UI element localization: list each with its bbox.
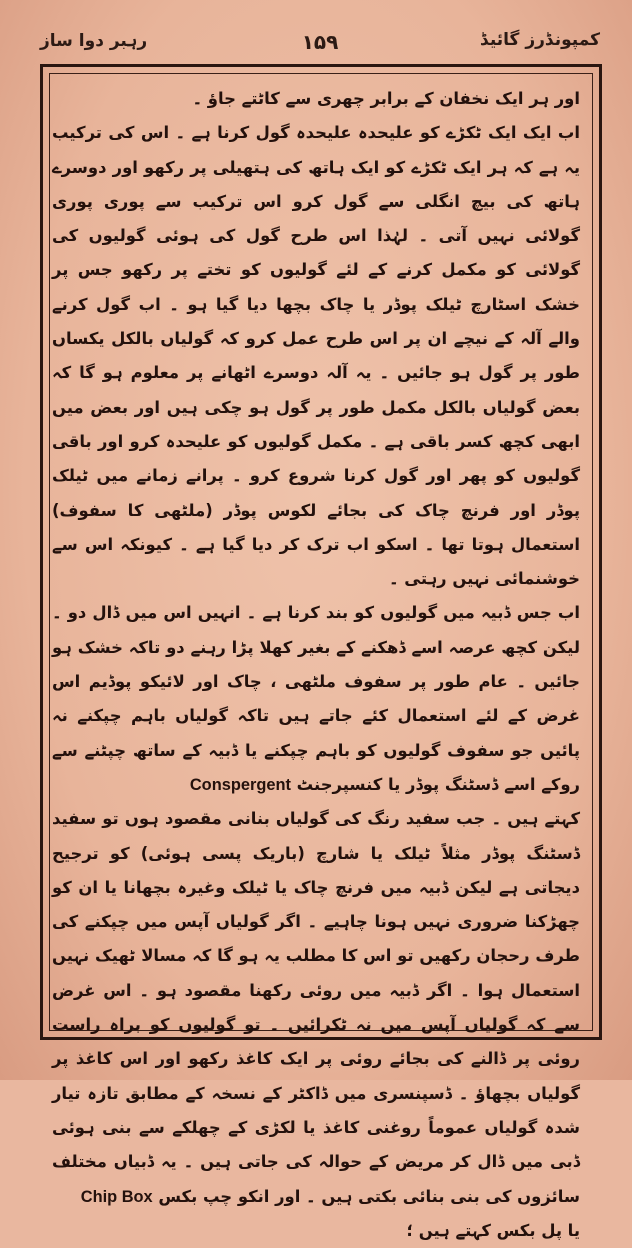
paragraph: یا پل بکس کہتے ہیں ؛ [406, 1220, 580, 1240]
paragraph: اور ہر ایک نخفان کے برابر چھری سے کاٹتے جاؤ ۔ [192, 89, 580, 108]
page-number: ۱۵۹ [301, 30, 339, 54]
paragraph: اب ایک ایک ٹکڑے کو علیحدہ علیحدہ گول کرنا ہے ۔ اس کی ترکیب یہ ہے کہ ہر ایک ٹکڑے کو ایک ہاتھ کی ہتھیلی پر رکھو اور دوسرے ہاتھ کی بیچ انگلی سے گول کرو اس ترکیب سے پوری پوری گولائی نہیں آتی ۔ لہٰذا اس طرح گول کی ہوئی گولیوں کی گولائی کو مکمل کرنے کے لئے گولیوں کو تختے پر رکھو جس پر خشک اسٹارچ ٹیلک پوڈر یا چاک بچھا دیا گیا ہو ۔ اب گول کرنے والے آلہ کے نیچے ان پر اس طرح عمل کرو کہ گولیاں بالکل یکساں طور پر گول ہو جائیں ۔ یہ آلہ دوسرے اٹھانے پر معلوم ہو گا کہ بعض گولیاں بالکل مکمل طور پر گول ہو چکی ہیں اور بعض میں ابھی کچھ کسر باقی ہے ۔ مکمل گولیوں کو علیحدہ کرو اور باقی گولیوں کو پھر اور گول کرنا شروع کرو ۔ پرانے زمانے میں ٹیلک پوڈر اور فرنچ چاک کی بجائے لکوس پوڈر (ملٹھی کا سفوف) استعمال ہوتا تھا ۔ اسکو اب ترک کر دیا گیا ہے ۔ کیونکہ اس سے خوشنمائی نہیں رہتی ۔ [52, 123, 580, 589]
english-term-conspergent: Conspergent [189, 775, 291, 794]
paragraph-text: کہتے ہیں ۔ جب سفید رنگ کی گولیاں بنانی مقصود ہوں تو سفید ڈسٹنگ پوڈر مثلاً ٹیلک یا شارچ (باریک پسی ہوئی) کو ترجیح دیجاتی ہے لیکن ڈبیہ میں فرنچ چاک یا ٹیلک وغیرہ بچھانا یا ان کو چھڑکنا ضروری نہیں ہونا چاہیے ۔ اگر گولیاں آپس میں چپکنے کی طرف رحجان رکھیں تو اس کا مطلب یہ ہو گا کہ مسالا ٹھیک نہیں استعمال ہوا ۔ اگر ڈبیہ میں روئی رکھنا مقصود ہو ۔ اس غرض سے کہ گولیاں آپس میں نہ ٹکرائیں ۔ تو گولیوں کو براہ راست روئی پر ڈالنے کی بجائے روئی پر ایک کاغذ رکھو اور اس کاغذ پر گولیاں بچھاؤ ۔ ڈسپنسری میں ڈاکٹر کے نسخہ کے مطابق تازہ تیار شدہ گولیاں عموماً روغنی کاغذ یا لکڑی کے چھلکے سے بنی ہوئی ڈبی میں ڈال کر مریض کے حوالہ کی جاتی ہیں ۔ یہ ڈبیاں مختلف سائزوں کی بنی بنائی بکتی ہیں ۔ اور انکو چپ بکس [52, 809, 580, 1206]
paragraph [52, 596, 580, 802]
running-title: رہبر دوا ساز [40, 31, 148, 51]
english-term-chip-box: Chip Box [80, 1187, 153, 1206]
book-title: کمپونڈرز گائیڈ [480, 30, 600, 50]
paragraph-text: اب جس ڈبیہ میں گولیوں کو بند کرنا ہے ۔ انہیں اس میں ڈال دو ۔ لیکن کچھ عرصہ اسے ڈھکنے کے بغیر کھلا پڑا رہنے دو تاکہ خشک ہو جائیں ۔ عام طور پر سفوف ملٹھی ، چاک اور لائیکو پوڈیم اس غرض کے لئے استعمال کئے جاتے ہیں تاکہ گولیاں باہم چپکنے نہ پائیں جو سفوف گولیوں کو باہم چپکنے یا ڈبیہ کے ساتھ چپٹنے سے روکے اسے ڈسٹنگ پوڈر یا کنسپرجنٹ [52, 603, 580, 794]
page-header [40, 22, 600, 62]
paragraph [52, 802, 580, 1214]
body-text [52, 82, 580, 1248]
